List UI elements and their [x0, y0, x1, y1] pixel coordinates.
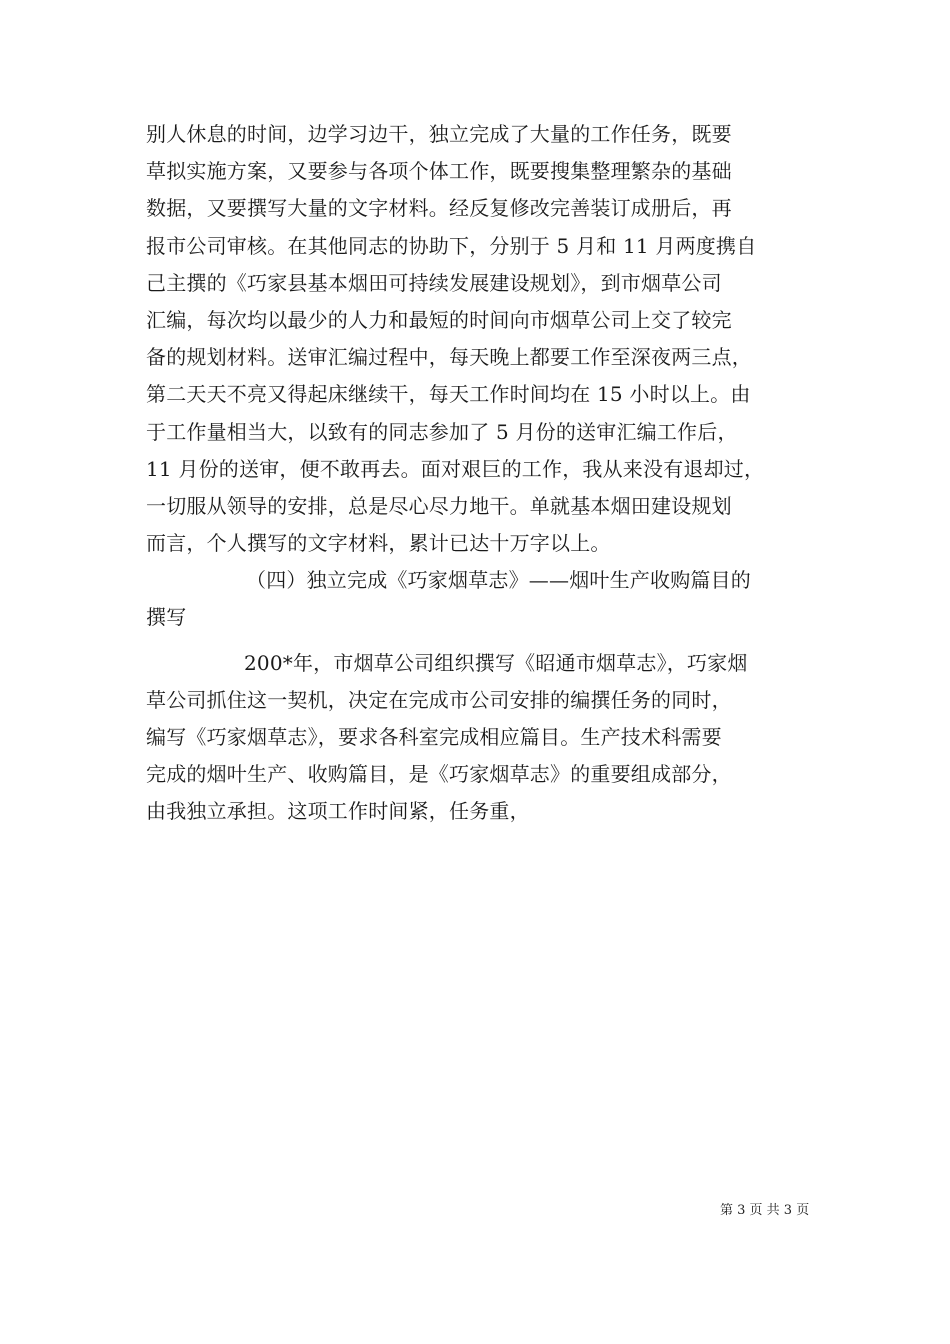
text-line: 编写《巧家烟草志》，要求各科室完成相应篇目。生产技术科需要 — [146, 725, 722, 749]
text-line: 第二天天不亮又得起床继续干，每天工作时间均在 15 小时以上。由 — [146, 382, 751, 407]
text-line: 草拟实施方案，又要参与各项个体工作，既要搜集整理繁杂的基础 — [146, 159, 732, 184]
text-line: 一切服从领导的安排，总是尽心尽力地干。单就基本烟田建设规划 — [146, 493, 732, 518]
text-line: 由我独立承担。这项工作时间紧，任务重， — [146, 799, 530, 824]
paragraph-continuation — [146, 116, 810, 562]
text-line: 数据，又要撰写大量的文字材料。经反复修改完善装订成册后，再 — [146, 196, 732, 221]
text-line: 草公司抓住这一契机，决定在完成市公司安排的编撰任务的同时， — [146, 687, 732, 712]
text-line: 完成的烟叶生产、收购篇目，是《巧家烟草志》的重要组成部分， — [146, 762, 732, 787]
page-number: 第 3 页 共 3 页 — [720, 1203, 810, 1218]
text-line: 报市公司审核。在其他同志的协助下，分别于 5 月和 11 月两度携自 — [146, 233, 757, 258]
heading-line: （四）独立完成《巧家烟草志》——烟叶生产收购篇目的 — [246, 568, 751, 593]
text-line: 备的规划材料。送审汇编过程中，每天晚上都要工作至深夜两三点， — [146, 345, 752, 370]
text-line: 11 月份的送审，便不敢再去。面对艰巨的工作，我从来没有退却过， — [146, 456, 765, 481]
paragraph-next — [146, 645, 810, 831]
text-line: 于工作量相当大，以致有的同志参加了 5 月份的送审汇编工作后， — [146, 419, 738, 444]
section-heading — [146, 562, 810, 636]
text-line: 别人休息的时间，边学习边干，独立完成了大量的工作任务，既要 — [146, 122, 732, 146]
text-line: 汇编，每次均以最少的人力和最短的时间向市烟草公司上交了较完 — [146, 307, 732, 332]
text-line: 200*年，市烟草公司组织撰写《昭通市烟草志》，巧家烟 — [244, 650, 748, 675]
text-line: 而言，个人撰写的文字材料，累计已达十万字以上。 — [146, 531, 611, 556]
text-line: 己主撰的《巧家县基本烟田可持续发展建设规划》，到市烟草公司 — [146, 270, 722, 295]
body-text — [146, 116, 810, 831]
heading-line: 撰写 — [146, 605, 187, 630]
